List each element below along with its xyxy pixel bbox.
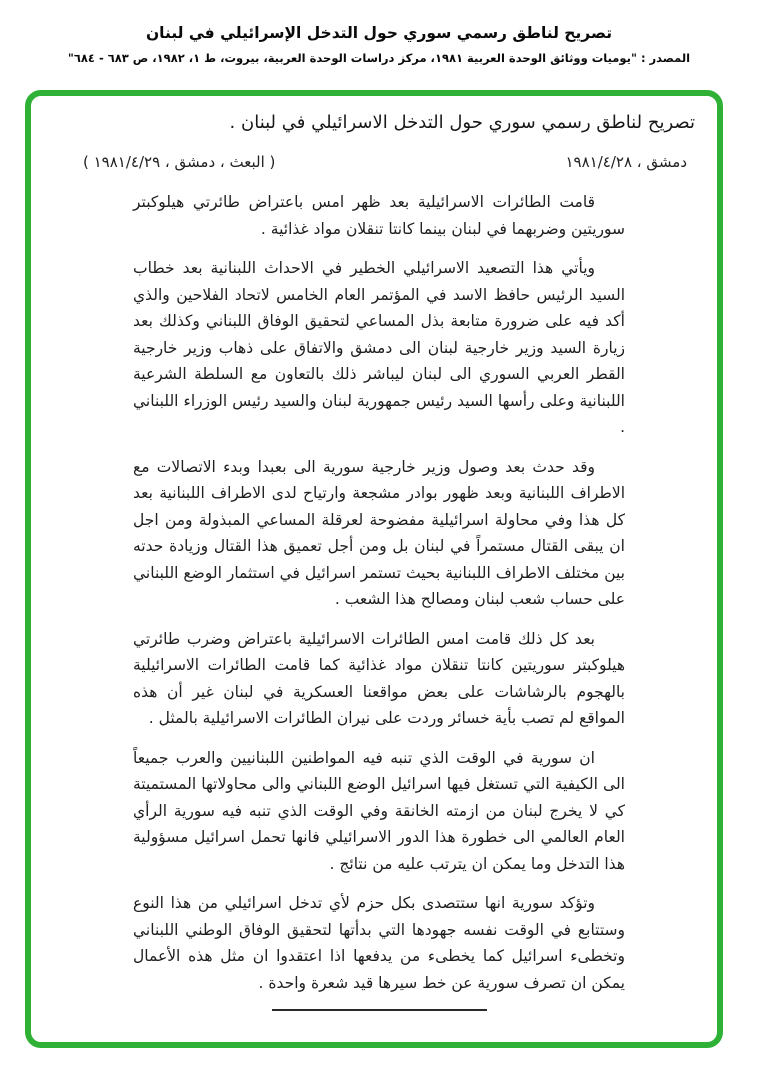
paragraph-1: قامت الطائرات الاسرائيلية بعد ظهر امس باعتراض طائرتي هيلوكبتر سوريتين وضربهما في لبنان بينما كانتا تنقلان مواد غذائية .: [133, 193, 625, 238]
document-title: تصريح لناطق رسمي سوري حول التدخل الاسرائيلي في لبنان .: [229, 112, 695, 133]
page-title: تصريح لناطق رسمي سوري حول التدخل الإسرائيلي في لبنان: [145, 24, 613, 42]
paragraph-2: ويأتي هذا التصعيد الاسرائيلي الخطير في الاحداث اللبنانية بعد خطاب السيد الرئيس حافظ الاسد في المؤتمر العام الخامس لاتحاد الفلاحين والذي أكد فيه على ضرورة متابعة بذل المساعي لتحقيق الوفاق اللبناني وكذلك بعد زيارة السيد وزير خارجية لبنان الى دمشق والاتفاق على ذهاب وزير خارجية القطر العربي السوري الى لبنان ليباشر ذلك بالتعاون مع السلطة الشرعية اللبنانية وعلى رأسها السيد رئيس جمهورية لبنان والسيد رئيس الوزراء اللبناني .: [133, 259, 625, 436]
paragraph-4: بعد كل ذلك قامت امس الطائرات الاسرائيلية باعتراض وضرب طائرتي هيلوكبتر سوريتين كانتا تنقلان مواد غذائية كما قامت الطائرات الاسرائيلية بالهجوم بالرشاشات على بعض مواقعنا العسكرية في لبنان غير أن هذه المواقع لم تصب بأية خسائر وردت على نيران الطائرات الاسرائيلية بالمثل .: [133, 629, 625, 727]
document-scan-frame: [25, 90, 723, 1048]
document-body: [133, 189, 625, 1011]
end-divider-rule: [272, 1009, 487, 1011]
dateline-place-date: دمشق ، ١٩٨١/٤/٢٨: [565, 153, 687, 171]
dateline-source-citation: ( البعث ، دمشق ، ١٩٨١/٤/٢٩ ): [83, 153, 276, 171]
paragraph-6: وتؤكد سورية انها ستتصدى بكل حزم لأي تدخل اسرائيلي من هذا النوع وستتابع في الوقت نفسه جهودها التي بدأتها لتحقيق الوفاق الوطني اللبناني وتخطىء اسرائيل كما يخطىء من يدفعها اذا اعتقدوا ان مثل هذه الأعمال يمكن ان تصرف سورية عن خط سيرها قيد شعرة واحدة .: [133, 894, 625, 992]
paragraph-5: ان سورية في الوقت الذي تنبه فيه المواطنين اللبنانيين والعرب جميعاً الى الكيفية التي تستغل فيها اسرائيل الوضع اللبناني والى محاولاتها المستميتة كي لا يخرج لبنان من ازمته الخانقة وفي الوقت الذي تنبه فيه سورية الرأي العام العالمي الى خطورة هذا الدور الاسرائيلي فانها تحمل اسرائيل مسؤولية هذا التدخل وما يمكن ان يترتب عليه من نتائج .: [133, 748, 625, 873]
document-dateline: [83, 153, 687, 171]
page-header: [0, 0, 758, 65]
paragraph-3: وقد حدث بعد وصول وزير خارجية سورية الى بعبدا وبدء الاتصالات مع الاطراف اللبنانية وبعد ظهور بوادر مشجعة وارتياح لدى الاطراف اللبنانية بعد كل هذا وفي محاولة اسرائيلية مفضوحة لعرقلة المساعي المبذولة ومن اجل ان يبقى القتال مستمراً في لبنان بل ومن أجل تعميق هذا القتال وزيادة حدته بين مختلف الاطراف اللبنانية بحيث تستمر اسرائيل في استثمار الوضع اللبناني على حساب شعب لبنان ومصالح هذا الشعب .: [133, 457, 625, 608]
source-citation-line: المصدر : "يوميات ووثائق الوحدة العربية ١٩٨١، مركز دراسات الوحدة العربية، بيروت، ط ١، ١٩٨٢، ص ٦٨٣ - ٦٨٤": [67, 51, 691, 65]
